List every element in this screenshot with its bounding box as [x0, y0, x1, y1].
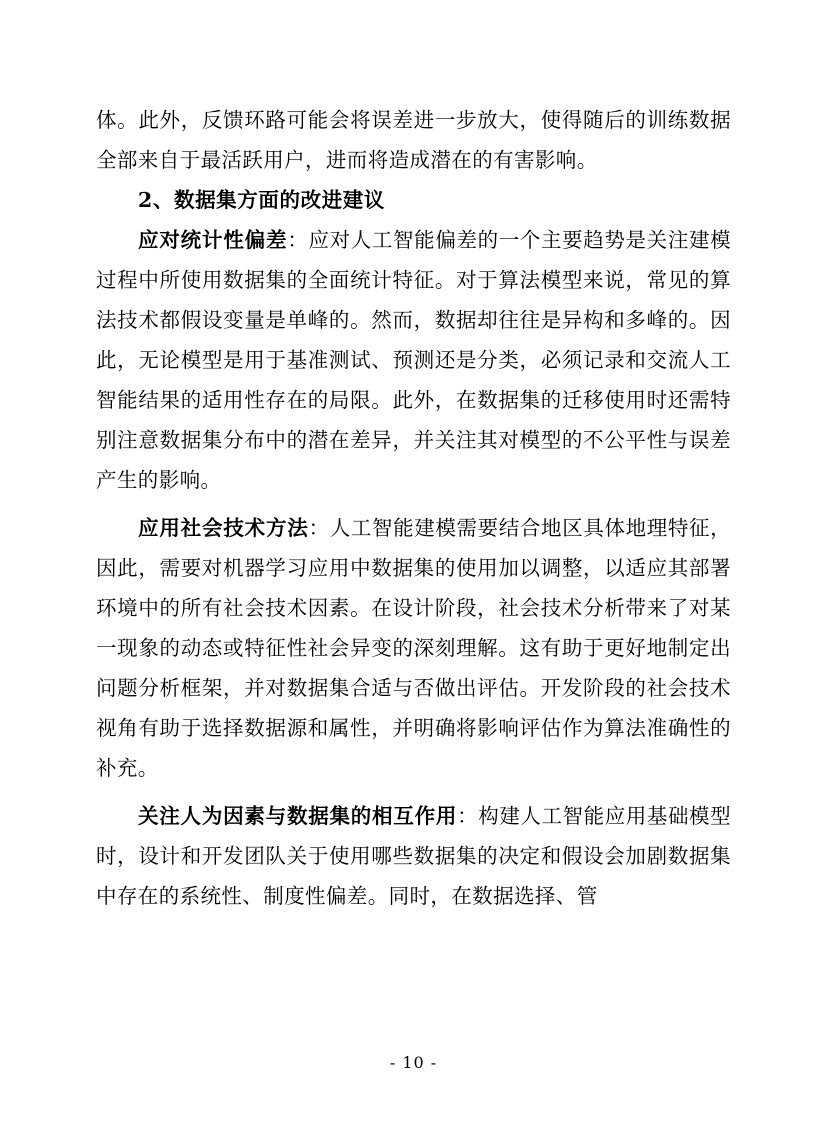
paragraph-statistical-bias — [96, 220, 731, 500]
paragraph-text: ：构建人工智能应用基础模型时，设计和开发团队关于使用哪些数据集的决定和假设会加剧数据集中存在的系统性、制度性偏差。同时，在数据选择、管 — [96, 804, 732, 908]
paragraph-text: ：应对人工智能偏差的一个主要趋势是关注建模过程中所使用数据集的全面统计特征。对于算法模型来说，常见的算法技术都假设变量是单峰的。然而，数据却往往是异构和多峰的。因此，无论模型是用于基准测试、预测还是分类，必须记录和交流人工智能结果的适用性存在的局限。此外，在数据集的迁移使用时还需特别注意数据集分布中的潜在差异，并关注其对模型的不公平性与误差产生的影响。 — [96, 228, 731, 492]
section-heading — [96, 180, 731, 220]
paragraph-lead-in: 应用社会技术方法 — [138, 516, 309, 540]
paragraph-lead-in: 关注人为因素与数据集的相互作用 — [138, 804, 458, 828]
paragraph-lead-in: 应对统计性偏差 — [138, 228, 288, 252]
paragraph-sociotechnical-method — [96, 508, 731, 788]
paragraph-text: ：人工智能建模需要结合地区具体地理特征，因此，需要对机器学习应用中数据集的使用加以调整，以适应其部署环境中的所有社会技术因素。在设计阶段，社会技术分析带来了对某一现象的动态或特征性社会异变的深刻理解。这有助于更好地制定出问题分析框架，并对数据集合适与否做出评估。开发阶段的社会技术视角有助于选择数据源和属性，并明确将影响评估作为算法准确性的补充。 — [96, 516, 731, 780]
section-heading-text: 2、数据集方面的改进建议 — [138, 188, 385, 212]
paragraph-spacer — [96, 788, 731, 796]
paragraph-human-factors — [96, 796, 731, 916]
paragraph-spacer — [96, 500, 731, 508]
page-number: - 10 - — [389, 1053, 438, 1072]
paragraph-text: 体。此外，反馈环路可能会将误差进一步放大，使得随后的训练数据全部来自于最活跃用户，进而将造成潜在的有害影响。 — [96, 108, 731, 172]
paragraph-continuation — [96, 100, 731, 180]
document-body — [96, 100, 731, 916]
